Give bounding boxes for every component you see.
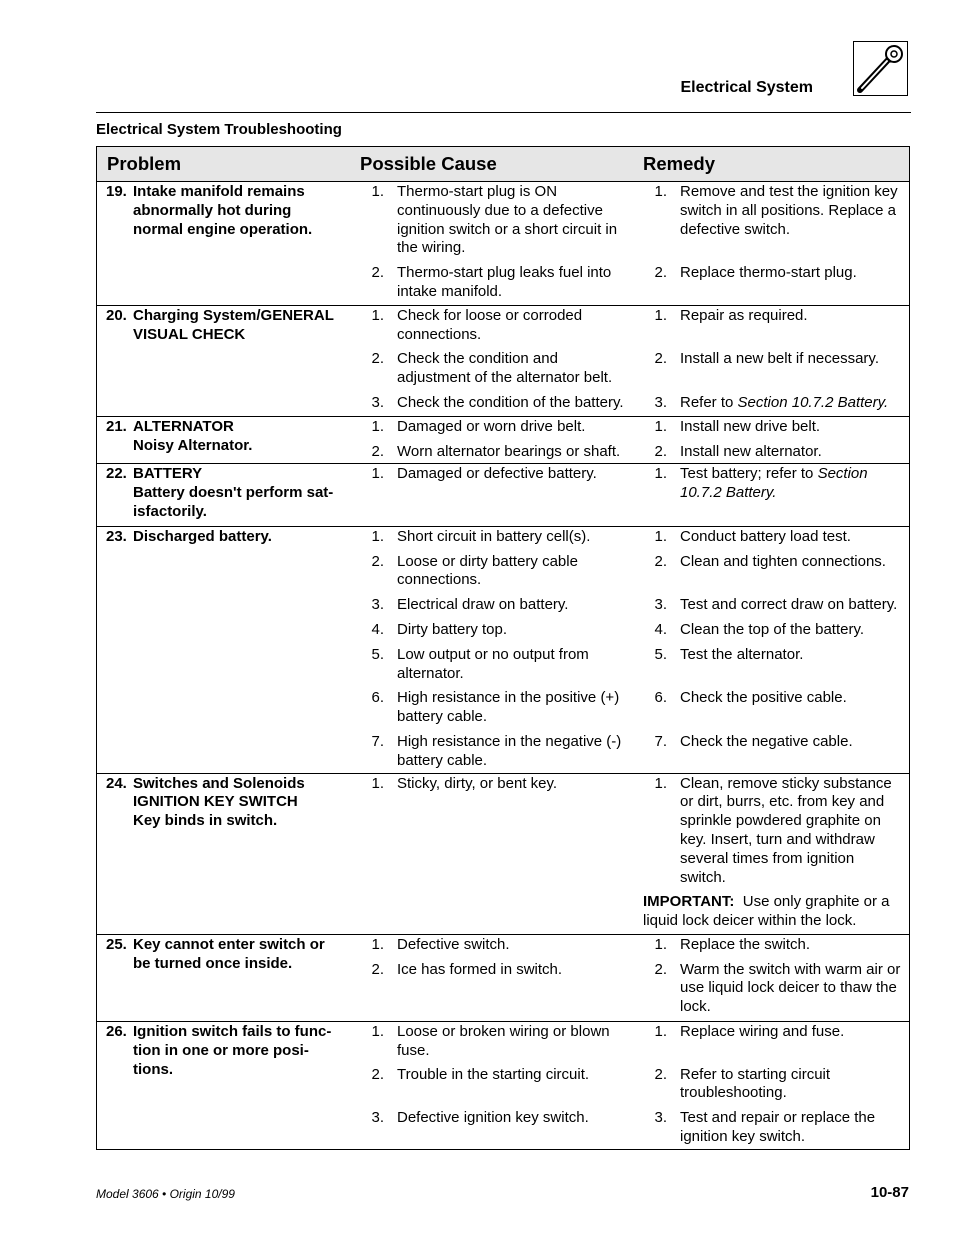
cause-number: 2. (371, 552, 384, 570)
cause-item (360, 596, 635, 615)
remedy-number: 6. (654, 689, 667, 707)
remedy-text: Check the negative cable. (680, 732, 853, 750)
remedy-text: Test the alternator. (680, 645, 804, 663)
remedy-item (643, 1023, 903, 1042)
cause-text: High resistance in the negative (-) battery cable. (397, 732, 622, 769)
cause-number: 1. (371, 306, 384, 324)
cause-cell (360, 418, 643, 437)
remedy-cell (643, 733, 909, 771)
cause-item (360, 1066, 635, 1085)
cause-item (360, 553, 635, 591)
important-note (643, 893, 909, 931)
remedy-number: 2. (654, 264, 667, 282)
cause-remedy-pair (360, 733, 909, 771)
remedy-number: 1. (654, 306, 667, 324)
cause-number: 6. (371, 689, 384, 707)
cause-cell (360, 183, 643, 258)
table-row (97, 1022, 909, 1149)
problem-number: 19. (106, 183, 127, 200)
problem-cell (97, 418, 360, 462)
problem-cell (97, 528, 360, 771)
problem-text (106, 775, 356, 831)
remedy-number: 1. (654, 1023, 667, 1041)
remedy-number: 2. (654, 350, 667, 368)
remedy-number: 2. (654, 960, 667, 978)
problem-cell (97, 465, 360, 521)
problem-description: Ignition switch fails to func- tion in one or more posi- tions. (133, 1023, 332, 1078)
remedy-item (643, 394, 903, 413)
problem-text (106, 936, 356, 974)
problem-number: 23. (106, 527, 127, 545)
cause-remedy-pair (360, 961, 909, 1017)
cause-text: Thermo-start plug leaks fuel into intake manifold. (397, 264, 612, 300)
cause-remedy-pair (360, 183, 909, 258)
cause-remedy-pair (360, 596, 909, 615)
remedy-cell (643, 394, 909, 413)
remedy-text: Test and correct draw on battery. (680, 596, 898, 614)
cause-remedy-pair (360, 775, 909, 888)
remedy-number: 1. (654, 935, 667, 953)
cause-remedy-pair (360, 264, 909, 302)
problem-number: 21. (106, 417, 127, 435)
remedy-item (643, 553, 903, 572)
problem-number: 22. (106, 465, 127, 483)
cause-text: Trouble in the starting circuit. (397, 1065, 590, 1083)
problem-text (106, 465, 356, 521)
remedy-text: Clean, remove sticky substance or dirt, burrs, etc. from key and sprinkle powdered graphite on key. Insert, turn and withdraw several times from ignition switch. (680, 774, 892, 886)
cause-number: 3. (371, 393, 384, 411)
remedy-text-reference: Section 10.7.2 Battery. (680, 465, 868, 502)
problem-text (106, 183, 356, 239)
problem-cell (97, 775, 360, 931)
cause-number: 1. (371, 417, 384, 435)
cause-item (360, 936, 635, 955)
cause-cell (360, 646, 643, 684)
remedy-text: Remove and test the ignition key switch in all positions. Replace a defective switch. (680, 183, 898, 238)
remedy-cell (643, 443, 909, 462)
remedy-item (643, 264, 903, 283)
remedy-number: 3. (654, 596, 667, 614)
cause-cell (360, 264, 643, 302)
cause-number: 7. (371, 732, 384, 750)
note-text: Use only graphite or a liquid lock deicer within the lock. (643, 893, 890, 930)
remedy-item (643, 689, 903, 708)
remedy-cell (643, 350, 909, 388)
problem-description: Key cannot enter switch or be turned once inside. (133, 935, 325, 972)
electrical-probe-icon (853, 41, 908, 96)
problem-text (106, 528, 356, 547)
remedy-item (643, 528, 903, 547)
remedy-item (643, 775, 903, 888)
cause-number: 1. (371, 183, 384, 200)
remedy-text (667, 394, 903, 413)
column-header-cause: Possible Cause (360, 153, 497, 174)
cause-remedy-cell (360, 418, 909, 462)
remedy-number: 7. (654, 732, 667, 750)
problem-text (106, 418, 356, 456)
remedy-cell (643, 264, 909, 302)
note-label: IMPORTANT: (643, 893, 735, 911)
cause-item (360, 733, 635, 771)
remedy-number: 3. (654, 393, 667, 411)
cause-remedy-cell (360, 1023, 909, 1147)
cause-number: 1. (371, 935, 384, 953)
remedy-text: Replace thermo-start plug. (680, 264, 857, 282)
remedy-number: 1. (654, 527, 667, 545)
cause-cell (360, 553, 643, 591)
cause-remedy-pair (360, 553, 909, 591)
cause-number: 1. (371, 774, 384, 792)
problem-cell (97, 1023, 360, 1147)
problem-number: 20. (106, 306, 127, 324)
remedy-cell (643, 1023, 909, 1061)
remedy-text: Install new drive belt. (680, 417, 821, 435)
cause-remedy-pair (360, 621, 909, 640)
cause-number: 2. (371, 442, 384, 460)
cause-cell (360, 465, 643, 503)
cause-number: 2. (371, 1065, 384, 1083)
cause-item (360, 1109, 635, 1128)
remedy-text-prefix: Test battery; refer to (680, 465, 818, 483)
cause-item (360, 528, 635, 547)
page-header-title: Electrical System (680, 79, 813, 96)
cause-cell (360, 775, 643, 888)
cause-cell (360, 936, 643, 955)
remedy-number: 2. (654, 442, 667, 460)
cause-remedy-cell (360, 183, 909, 302)
cause-remedy-pair (360, 1023, 909, 1061)
cause-number: 2. (371, 350, 384, 368)
remedy-number: 3. (654, 1109, 667, 1127)
note-pair (360, 893, 909, 931)
cause-number: 2. (371, 264, 384, 282)
problem-description: Intake manifold remains abnormally hot during normal engine operation. (133, 183, 313, 238)
cause-remedy-pair (360, 1066, 909, 1104)
remedy-number: 1. (654, 183, 667, 200)
remedy-cell (643, 621, 909, 640)
remedy-number: 1. (654, 465, 667, 483)
cause-text: Damaged or worn drive belt. (397, 417, 586, 435)
cause-text: Thermo-start plug is ON continuously due to a defective ignition switch or a short circuit in the wiring. (397, 183, 618, 257)
cause-text: Low output or no output from alternator. (397, 645, 589, 682)
problem-text (106, 1023, 356, 1079)
remedy-item (643, 443, 903, 462)
note-spacer (360, 893, 643, 931)
remedy-item (643, 646, 903, 665)
cause-text: Defective switch. (397, 935, 510, 953)
remedy-text: Clean and tighten connections. (680, 552, 886, 570)
table-row (97, 306, 909, 417)
remedy-text-reference: Section 10.7.2 Battery. (737, 393, 889, 411)
problem-description: Discharged battery. (133, 527, 272, 545)
cause-remedy-pair (360, 936, 909, 955)
remedy-text: Install new alternator. (680, 442, 822, 460)
cause-number: 1. (371, 465, 384, 483)
remedy-item (643, 418, 903, 437)
cause-number: 1. (371, 527, 384, 545)
cause-remedy-cell (360, 307, 909, 413)
cause-item (360, 465, 635, 484)
cause-remedy-cell (360, 775, 909, 931)
problem-number: 26. (106, 1023, 127, 1041)
cause-text: Worn alternator bearings or shaft. (397, 442, 621, 460)
table-row (97, 774, 909, 935)
remedy-text (667, 465, 903, 503)
cause-cell (360, 350, 643, 388)
cause-remedy-pair (360, 307, 909, 345)
remedy-cell (643, 646, 909, 684)
problem-text (106, 307, 356, 345)
cause-cell (360, 961, 643, 1017)
cause-number: 1. (371, 1023, 384, 1041)
remedy-cell (643, 689, 909, 727)
cause-text: Defective ignition key switch. (397, 1109, 589, 1127)
cause-item (360, 443, 635, 462)
remedy-number: 2. (654, 1065, 667, 1083)
table-row (97, 464, 909, 526)
cause-cell (360, 1066, 643, 1104)
remedy-cell (643, 961, 909, 1017)
remedy-text-prefix: Refer to (680, 393, 738, 411)
cause-cell (360, 733, 643, 771)
table-row (97, 935, 909, 1022)
remedy-cell (643, 936, 909, 955)
problem-description: ALTERNATOR Noisy Alternator. (133, 417, 253, 454)
cause-cell (360, 1109, 643, 1147)
remedy-text: Clean the top of the battery. (680, 620, 865, 638)
cause-cell (360, 1023, 643, 1061)
remedy-cell (643, 596, 909, 615)
problem-cell (97, 307, 360, 413)
remedy-text: Install a new belt if necessary. (680, 350, 879, 368)
cause-item (360, 350, 635, 388)
cause-item (360, 689, 635, 727)
remedy-item (643, 307, 903, 326)
remedy-item (643, 596, 903, 615)
problem-cell (97, 183, 360, 302)
cause-remedy-pair (360, 689, 909, 727)
cause-item (360, 307, 635, 345)
cause-remedy-cell (360, 528, 909, 771)
remedy-item (643, 733, 903, 752)
remedy-cell (643, 307, 909, 345)
cause-item (360, 775, 635, 794)
cause-cell (360, 621, 643, 640)
remedy-cell (643, 553, 909, 591)
cause-text: Check for loose or corroded connections. (397, 306, 583, 343)
footer-model-origin: Model 3606 • Origin 10/99 (96, 1187, 235, 1201)
cause-text: Electrical draw on battery. (397, 596, 569, 614)
problem-description: BATTERY Battery doesn't perform sat- isfactorily. (133, 465, 334, 520)
remedy-text: Test and repair or replace the ignition key switch. (680, 1109, 876, 1146)
table-row (97, 527, 909, 774)
cause-item (360, 646, 635, 684)
cause-number: 2. (371, 960, 384, 978)
remedy-item (643, 621, 903, 640)
cause-text: Short circuit in battery cell(s). (397, 527, 591, 545)
remedy-item (643, 1109, 903, 1147)
remedy-cell (643, 183, 909, 258)
problem-number: 25. (106, 935, 127, 953)
cause-remedy-cell (360, 936, 909, 1017)
cause-number: 3. (371, 1109, 384, 1127)
cause-item (360, 183, 635, 258)
cause-text: Check the condition and adjustment of the alternator belt. (397, 350, 613, 387)
cause-text: Check the condition of the battery. (397, 393, 624, 411)
cause-remedy-pair (360, 465, 909, 503)
cause-text: Sticky, dirty, or bent key. (397, 774, 558, 792)
footer-page-number: 10-87 (870, 1184, 909, 1201)
remedy-cell (643, 1109, 909, 1147)
remedy-item (643, 465, 903, 503)
remedy-item (643, 961, 903, 1017)
remedy-item (643, 183, 903, 239)
remedy-text: Repair as required. (680, 306, 808, 324)
problem-description: Charging System/GENERAL VISUAL CHECK (133, 306, 334, 343)
cause-number: 5. (371, 645, 384, 663)
column-header-problem: Problem (107, 153, 182, 174)
cause-item (360, 1023, 635, 1061)
cause-cell (360, 596, 643, 615)
table-header (97, 147, 909, 182)
table-body (97, 182, 909, 1149)
remedy-item (643, 1066, 903, 1104)
cause-text: Loose or dirty battery cable connections. (397, 552, 578, 589)
table-row (97, 182, 909, 306)
remedy-text: Check the positive cable. (680, 689, 847, 707)
remedy-number: 2. (654, 552, 667, 570)
problem-number: 24. (106, 774, 127, 792)
remedy-number: 5. (654, 645, 667, 663)
cause-item (360, 418, 635, 437)
cause-cell (360, 443, 643, 462)
remedy-number: 1. (654, 774, 667, 792)
problem-description: Switches and Solenoids IGNITION KEY SWITCH Key binds in switch. (133, 774, 305, 830)
remedy-cell (643, 1066, 909, 1104)
remedy-cell (643, 418, 909, 437)
cause-remedy-pair (360, 1109, 909, 1147)
cause-remedy-pair (360, 394, 909, 413)
remedy-cell (643, 465, 909, 503)
cause-number: 3. (371, 596, 384, 614)
cause-item (360, 961, 635, 980)
cause-cell (360, 307, 643, 345)
troubleshooting-table (96, 146, 910, 1150)
cause-remedy-pair (360, 528, 909, 547)
remedy-number: 4. (654, 620, 667, 638)
cause-text: Loose or broken wiring or blown fuse. (397, 1023, 610, 1059)
remedy-text: Refer to starting circuit troubleshooting. (680, 1065, 831, 1102)
cause-remedy-pair (360, 418, 909, 437)
cause-text: Damaged or defective battery. (397, 465, 597, 483)
cause-item (360, 264, 635, 302)
remedy-text: Replace wiring and fuse. (680, 1023, 845, 1041)
section-title: Electrical System Troubleshooting (96, 121, 342, 138)
cause-remedy-pair (360, 350, 909, 388)
cause-cell (360, 528, 643, 547)
cause-remedy-pair (360, 443, 909, 462)
remedy-item (643, 350, 903, 369)
remedy-number: 1. (654, 417, 667, 435)
cause-cell (360, 394, 643, 413)
cause-item (360, 394, 635, 413)
header-divider (96, 112, 911, 113)
remedy-item (643, 936, 903, 955)
cause-number: 4. (371, 620, 384, 638)
remedy-cell (643, 775, 909, 888)
column-header-remedy: Remedy (643, 153, 715, 174)
remedy-text: Warm the switch with warm air or use liquid lock deicer to thaw the lock. (680, 960, 901, 1016)
cause-text: Dirty battery top. (397, 620, 508, 638)
remedy-cell (643, 528, 909, 547)
cause-text: Ice has formed in switch. (397, 960, 563, 978)
remedy-text: Conduct battery load test. (680, 527, 851, 545)
problem-cell (97, 936, 360, 1017)
remedy-text: Replace the switch. (680, 935, 811, 953)
cause-item (360, 621, 635, 640)
table-row (97, 417, 909, 465)
cause-cell (360, 689, 643, 727)
cause-remedy-cell (360, 465, 909, 521)
cause-text: High resistance in the positive (+) battery cable. (397, 689, 620, 726)
cause-remedy-pair (360, 646, 909, 684)
